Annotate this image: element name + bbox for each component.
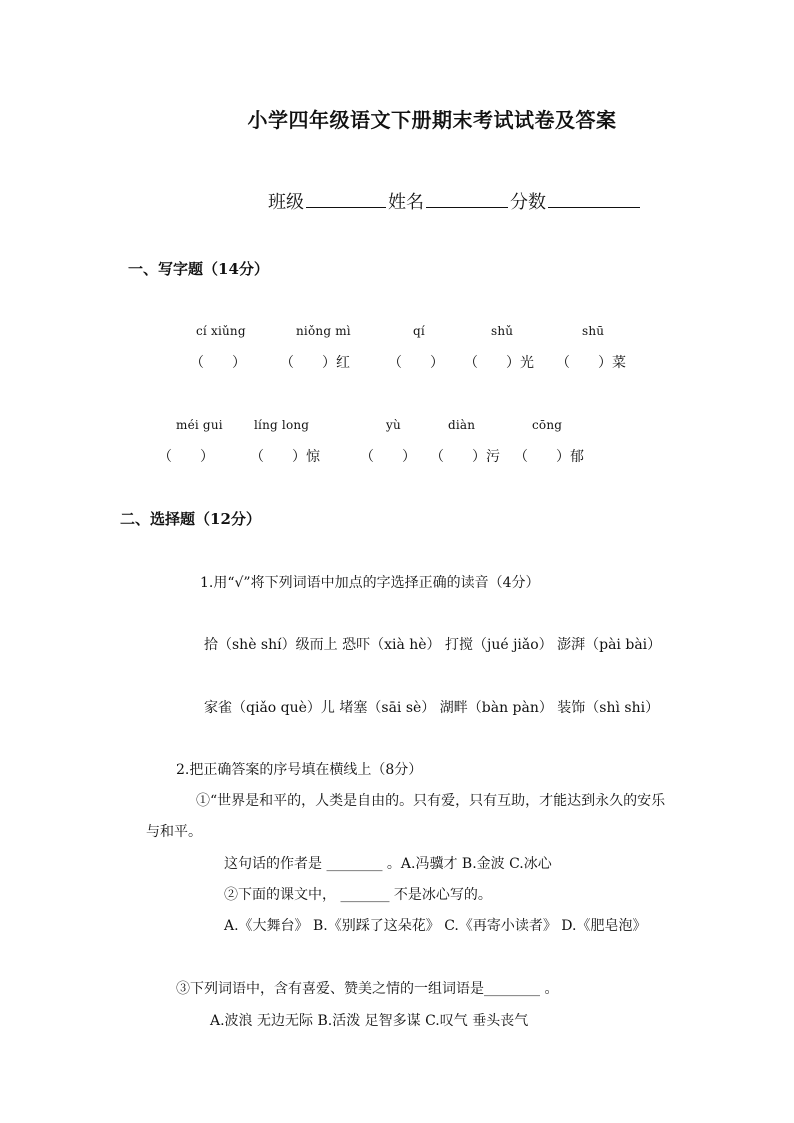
pinyin-4: shǔ (491, 324, 514, 338)
answer-box-4[interactable]: （ ）光 (464, 355, 534, 371)
q2-part1-line2: 与和平。 (146, 824, 202, 840)
q2-part3-line1: ③下列词语中，含有喜爱、赞美之情的一组词语是________ 。 (176, 981, 559, 997)
answer-box-7[interactable]: （ ）惊 (250, 449, 320, 465)
pinyin-1: cí xiǔng (196, 324, 246, 338)
name-label: 姓名 (388, 192, 424, 213)
student-info-line (268, 188, 642, 214)
pinyin-7: líng long (254, 418, 310, 432)
q1-line2: 家雀（qiǎo què）儿 堵塞（sāi sè） 湖畔（bàn pàn） 装饰（shì shi） (204, 700, 660, 716)
answer-box-9[interactable]: （ ）污 (430, 449, 500, 465)
pinyin-10: cōng (532, 418, 563, 432)
pinyin-9: diàn (448, 418, 476, 432)
answer-box-10[interactable]: （ ）郁 (514, 449, 584, 465)
answer-box-6[interactable]: （ ） (158, 449, 214, 465)
answer-box-1[interactable]: （ ） (190, 355, 246, 371)
answer-box-3[interactable]: （ ） (388, 355, 444, 371)
name-blank[interactable] (426, 189, 508, 208)
answer-box-2[interactable]: （ ）红 (280, 355, 350, 371)
page-title: 小学四年级语文下册期末考试试卷及答案 (247, 108, 617, 132)
score-blank[interactable] (548, 189, 640, 208)
class-blank[interactable] (306, 189, 386, 208)
q2-part1-line1: ①“世界是和平的，人类是自由的。只有爱，只有互助，才能达到永久的安乐 (196, 793, 666, 809)
q2-part2-line1: ②下面的课文中， _______ 不是冰心写的。 (224, 887, 492, 903)
q2-part2-line2: A.《大舞台》 B.《别踩了这朵花》 C.《再寄小读者》 D.《肥皂泡》 (224, 918, 647, 934)
pinyin-6: méi gui (176, 418, 223, 432)
pinyin-3: qí (413, 324, 425, 338)
class-label: 班级 (268, 192, 304, 213)
section2-heading: 二、选择题（12分） (120, 510, 261, 528)
score-label: 分数 (510, 192, 546, 213)
q2-prompt: 2.把正确答案的序号填在横线上（8分） (176, 762, 423, 778)
q1-prompt: 1.用“√”将下列词语中加点的字选择正确的读音（4分） (200, 575, 540, 591)
q2-part1-line3: 这句话的作者是 ________ 。A.冯骥才 B.金波 C.冰心 (224, 856, 552, 872)
q1-line1: 拾（shè shí）级而上 恐吓（xià hè） 打搅（jué jiǎo） 澎湃（pài bài） (204, 637, 662, 653)
q2-part3-line2: A.波浪 无边无际 B.活泼 足智多谋 C.叹气 垂头丧气 (210, 1013, 529, 1029)
answer-box-5[interactable]: （ ）菜 (556, 355, 626, 371)
pinyin-5: shū (582, 324, 605, 338)
section1-heading: 一、写字题（14分） (128, 260, 269, 278)
pinyin-8: yù (386, 418, 401, 432)
answer-box-8[interactable]: （ ） (360, 449, 416, 465)
pinyin-2: niǒng mì (296, 324, 351, 338)
